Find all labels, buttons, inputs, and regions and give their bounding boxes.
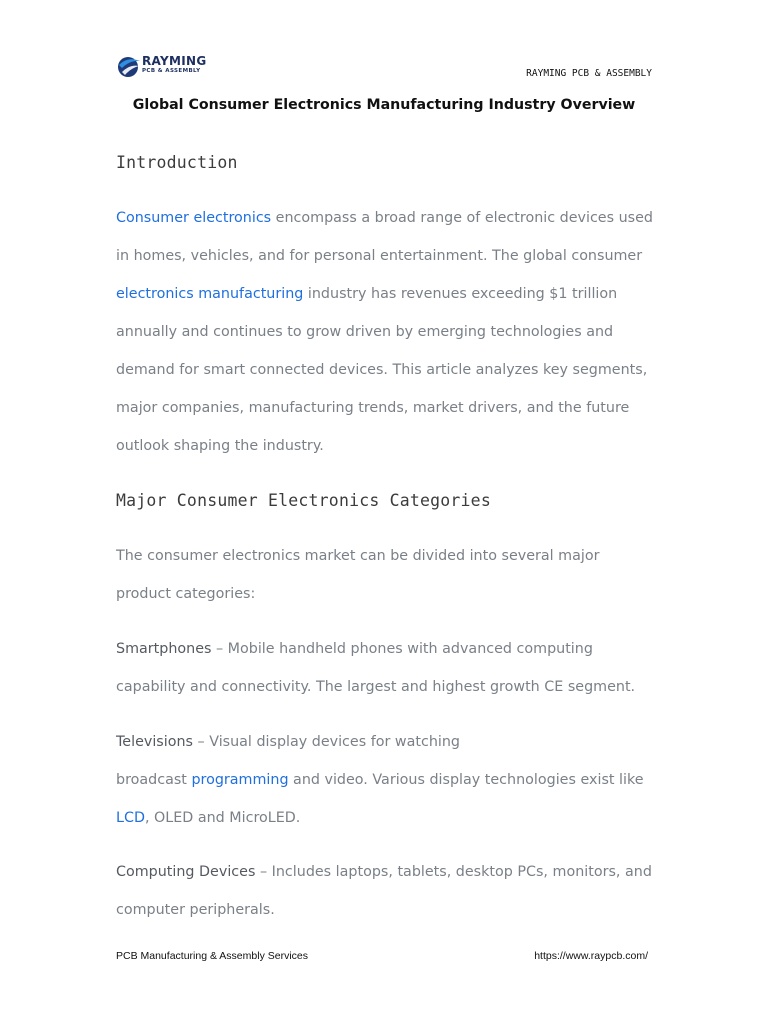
link-consumer-electronics[interactable]: Consumer electronics: [116, 210, 272, 226]
computing-paragraph: Computing Devices – Includes laptops, tablets, desktop PCs, monitors, and computer peripherals.: [116, 864, 652, 918]
link-lcd[interactable]: LCD: [116, 810, 145, 826]
smartphones-paragraph: Smartphones – Mobile handheld phones with advanced computing capability and connectivity. The largest and highest growth CE segment.: [116, 641, 636, 695]
header-company-name: RAYMING PCB & ASSEMBLY: [526, 68, 652, 79]
term-computing-devices: Computing Devices: [116, 864, 256, 880]
categories-intro-paragraph: The consumer electronics market can be divided into several major product categories:: [116, 548, 600, 602]
heading-categories: Major Consumer Electronics Categories: [116, 491, 491, 510]
rayming-logo: [116, 52, 216, 82]
link-electronics-manufacturing[interactable]: electronics manufacturing: [116, 286, 304, 302]
rayming-logo-icon: [116, 52, 142, 80]
footer-services: PCB Manufacturing & Assembly Services: [116, 950, 308, 962]
televisions-paragraph: Televisions – Visual display devices for watching broadcast programming and video. Various display technologies exist like LCD, OLED and MicroLED.: [116, 734, 644, 826]
term-smartphones: Smartphones: [116, 641, 212, 657]
link-programming[interactable]: programming: [191, 772, 289, 788]
footer-url-link[interactable]: https://www.raypcb.com/: [534, 950, 648, 962]
intro-paragraph: Consumer electronics encompass a broad range of electronic devices used in homes, vehicles, and for personal entertainment. The global consumer electronics manufacturing industry has revenues exceeding $1 trillion annually and continues to grow driven by emerging technologies and demand for smart connected devices. This article analyzes key segments, major companies, manufacturing trends, market drivers, and the future outlook shaping the industry.: [116, 210, 653, 454]
term-televisions: Televisions: [116, 734, 193, 750]
logo-name: RAYMING: [142, 54, 207, 68]
document-title: Global Consumer Electronics Manufacturing Industry Overview: [132, 97, 636, 113]
logo-subtitle: PCB & ASSEMBLY: [142, 68, 201, 74]
heading-introduction: Introduction: [116, 153, 238, 172]
